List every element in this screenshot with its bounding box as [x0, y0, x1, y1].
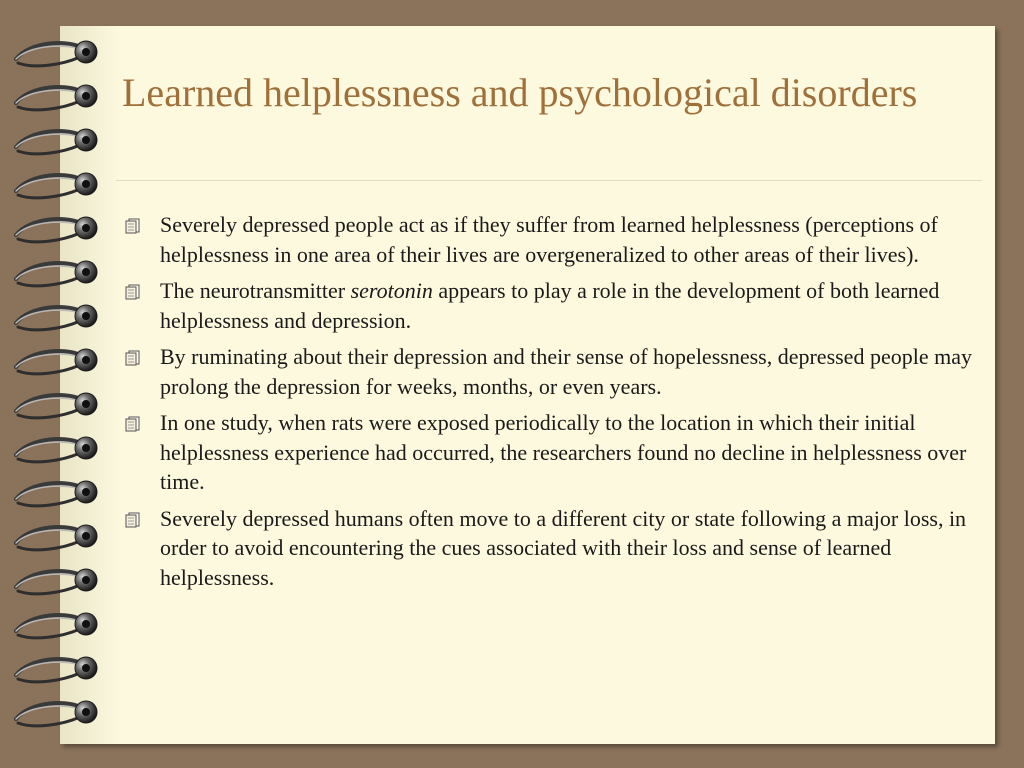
bullet-item-2: [122, 276, 977, 335]
notebook-bullet-icon: [124, 416, 142, 432]
notebook-bullet-icon: [124, 284, 142, 300]
notebook-bullet-icon: [124, 512, 142, 528]
notebook-bullet-icon: [124, 218, 142, 234]
bullet-list: [122, 210, 977, 599]
bullet-item-1: [122, 210, 977, 269]
bullet-text: Severely depressed humans often move to a different city or state following a major loss, in order to avoid encountering the cues associated with their loss and sense of learned helplessness.: [160, 505, 967, 590]
slide-title: Learned helplessness and psychological disorders: [122, 70, 918, 115]
bullet-item-4: [122, 408, 977, 497]
spiral-binding-icon: [0, 0, 120, 768]
title-divider: [116, 180, 982, 181]
bullet-text: Severely depressed people act as if they suffer from learned helplessness (perceptions of helplessness in one area of their lives are overgeneralized to other areas of their lives).: [160, 212, 938, 267]
bullet-text-before: The neurotransmitter: [160, 278, 351, 303]
bullet-text-after: appears to play a role in the development of both learned helplessness and depression.: [160, 278, 940, 333]
bullet-text: [160, 278, 939, 333]
bullet-item-3: [122, 342, 977, 401]
bullet-text: By ruminating about their depression and their sense of hopelessness, depressed people may prolong the depression for weeks, months, or even years.: [160, 344, 972, 399]
bullet-emphasis: serotonin: [350, 278, 433, 303]
notebook-bullet-icon: [124, 350, 142, 366]
bullet-item-5: [122, 504, 977, 593]
bullet-text: In one study, when rats were exposed periodically to the location in which their initial helplessness experience had occurred, the researchers found no decline in helplessness over time.: [160, 410, 967, 494]
